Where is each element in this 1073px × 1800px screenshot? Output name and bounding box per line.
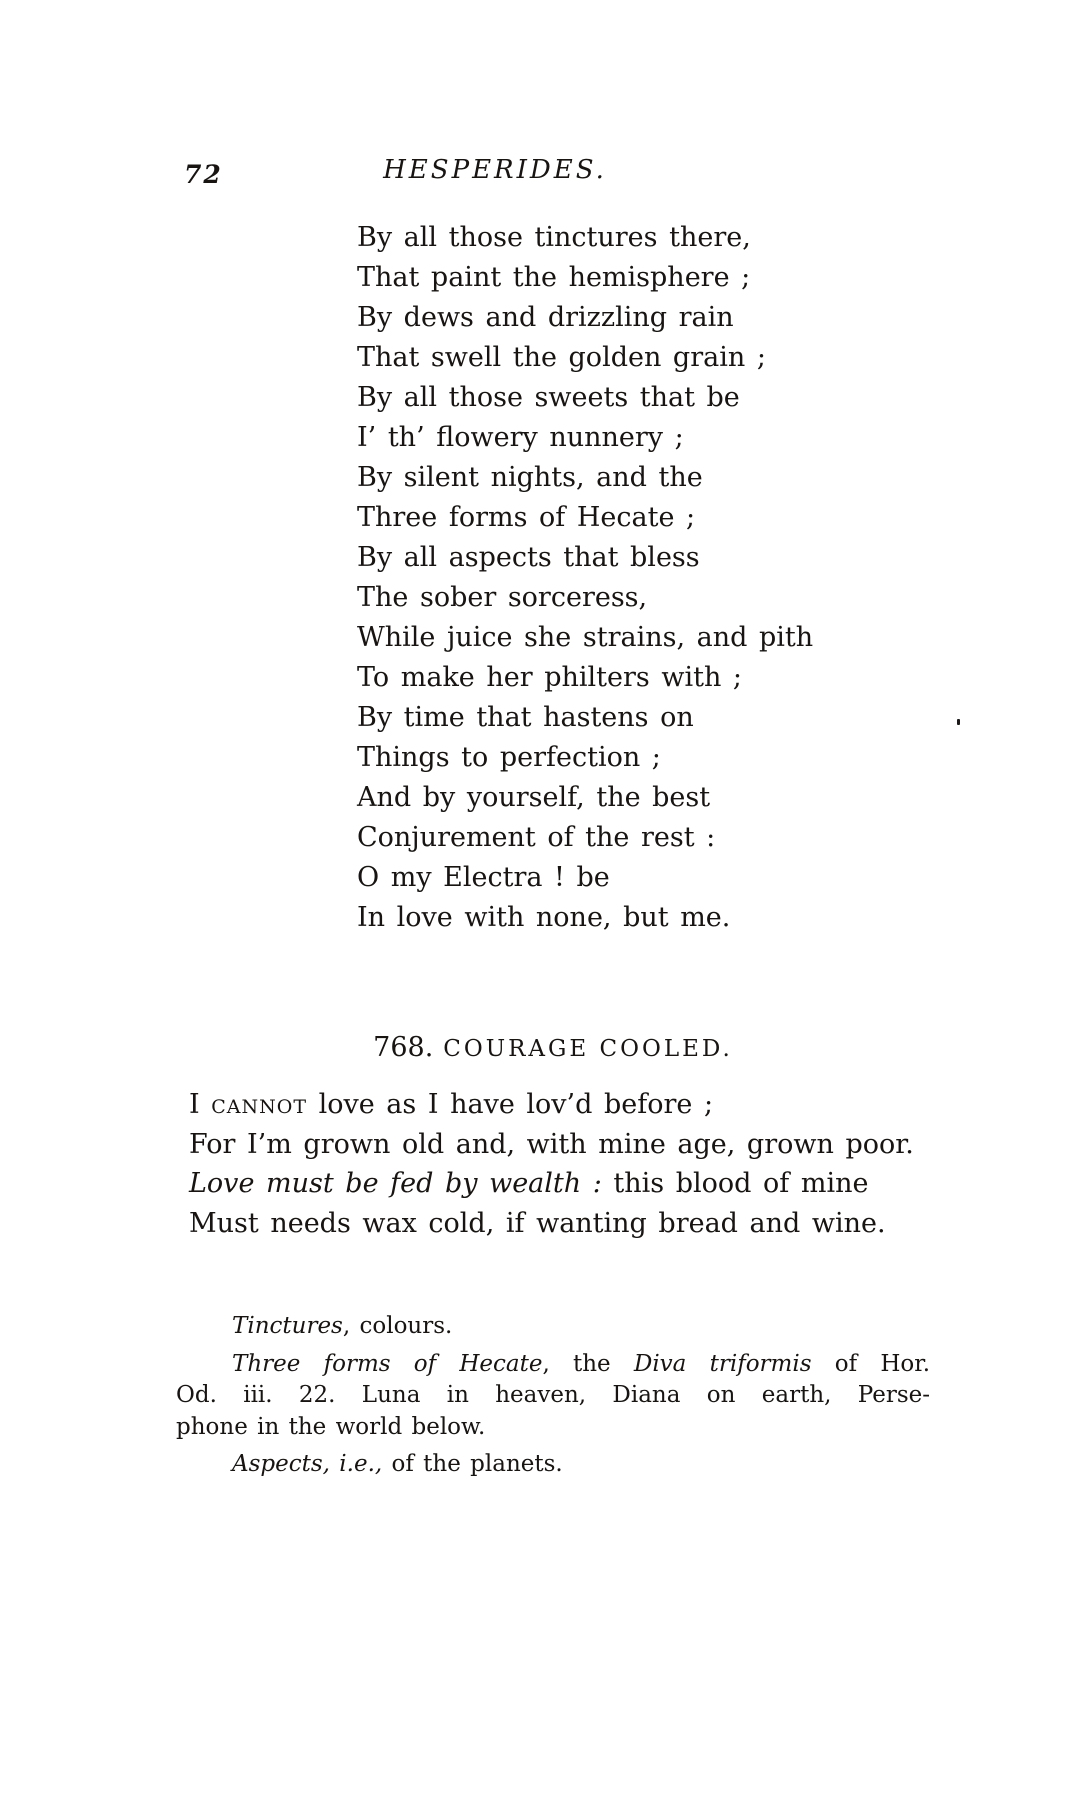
poem-line: The sober sorceress, (357, 582, 648, 613)
poem-line: By dews and drizzling rain (357, 302, 734, 333)
poem-title: COURAGE COOLED. (443, 1036, 733, 1062)
poem-line: Love must be fed by wealth : this blood of mine (189, 1168, 869, 1199)
poem-line: To make her philters with ; (357, 662, 743, 693)
poem-line: That paint the hemisphere ; (357, 262, 751, 293)
poem-line: Things to perfection ; (357, 742, 661, 773)
running-header: HESPERIDES. (383, 155, 607, 185)
footnote-line: Three forms of Hecate, the Diva triformis of Hor. (232, 1350, 931, 1377)
poem-number: 768. (373, 1032, 434, 1063)
poem-line: In love with none, but me. (357, 902, 731, 933)
footnote-line: Aspects, i.e., of the planets. (232, 1451, 563, 1477)
poem-line: And by yourself, the best (357, 782, 711, 813)
page-number: 72 (184, 160, 223, 189)
poem-line: By silent nights, and the (357, 462, 703, 493)
poem-line: While juice she strains, and pith (357, 622, 814, 653)
poem-line: Must needs wax cold, if wanting bread and wine. (189, 1207, 886, 1239)
poem-line: By all those sweets that be (357, 382, 740, 413)
poem-line: By all aspects that bless (357, 542, 700, 573)
footnote-line: Tinctures, colours. (232, 1313, 453, 1339)
poem-line: I cannot love as I have lov’d before ; (189, 1089, 714, 1120)
poem-line: Conjurement of the rest : (357, 822, 716, 853)
footnote-line: Od. iii. 22. Luna in heaven, Diana on earth, Perse- (176, 1382, 930, 1408)
poem-line: I’ th’ flowery nunnery ; (357, 422, 684, 453)
poem-line: By time that hastens on (357, 702, 694, 733)
section-heading (176, 1032, 930, 1063)
poem-continuation (357, 218, 813, 938)
footnotes-block (176, 1311, 930, 1481)
poem-line: O my Electra ! be (357, 862, 610, 893)
poem-line: That swell the golden grain ; (357, 342, 766, 373)
poem-line: For I’m grown old and, with mine age, grown poor. (189, 1128, 914, 1160)
scan-speck (957, 719, 960, 725)
poem-line: Three forms of Hecate ; (357, 502, 696, 533)
footnote-line: phone in the world below. (176, 1413, 486, 1440)
poem-courage-cooled (189, 1085, 914, 1243)
poem-line: By all those tinctures there, (357, 222, 751, 253)
